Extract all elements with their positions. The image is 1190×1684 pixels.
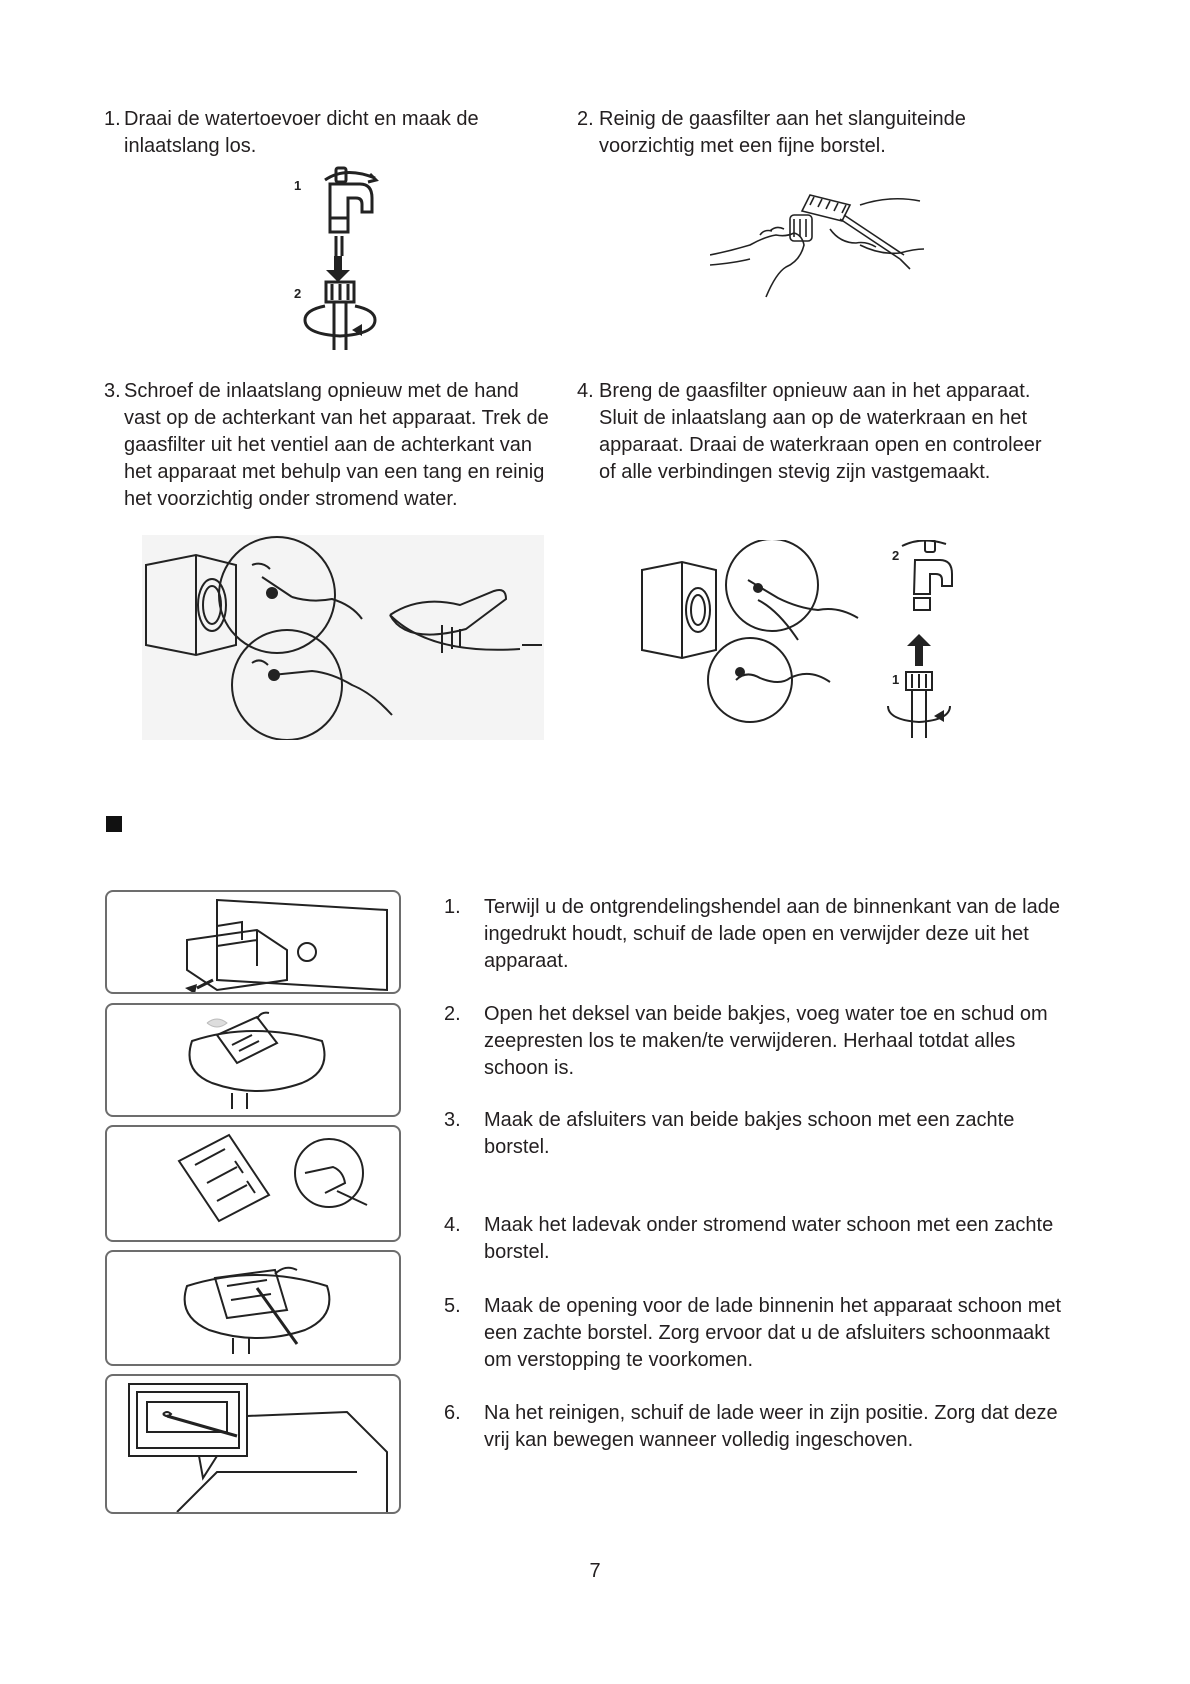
drawer-illustration-panel-4 — [105, 1250, 401, 1366]
drawer-step-6 — [444, 1400, 1064, 1454]
drawer-step-3 — [444, 1107, 1064, 1161]
step-number: 3. — [444, 1109, 461, 1131]
step-4-text-block — [577, 378, 1057, 486]
step-text: Maak de afsluiters van beide bakjes schoon met een zachte borstel. — [484, 1109, 1015, 1158]
step-number: 2. — [577, 108, 594, 130]
drawer-illustration-panel-1 — [105, 890, 401, 994]
step-text: Open het deksel van beide bakjes, voeg water toe en schud om zeepresten los te maken/te verwijderen. Herhaal totdat alles schoon is. — [484, 1003, 1048, 1079]
step-1-text-block — [104, 106, 534, 160]
figure-tap-disconnect-hose — [290, 160, 400, 350]
step-text: Maak het ladevak onder stromend water schoon met een zachte borstel. — [484, 1214, 1054, 1263]
step-number: 3. — [104, 380, 121, 402]
step-text: Maak de opening voor de lade binnenin het apparaat schoon met een zachte borstel. Zorg ervoor dat u de afsluiters schoonmaakt om verstopping te voorkomen. — [484, 1295, 1062, 1371]
drawer-step-4 — [444, 1212, 1064, 1266]
page-number: 7 — [589, 1560, 601, 1582]
step-text: Reinig de gaasfilter aan het slanguiteinde voorzichtig met een fijne borstel. — [599, 108, 966, 157]
step-number: 4. — [444, 1214, 461, 1236]
step-text: Na het reinigen, schuif de lade weer in zijn positie. Zorg dat deze vrij kan bewegen wanneer volledig ingeschoven. — [484, 1402, 1058, 1451]
step-3-text-block — [104, 378, 554, 513]
figure-label: 2 — [892, 548, 900, 563]
figure-label: 1 — [892, 672, 900, 687]
step-number: 1. — [444, 896, 461, 918]
step-text: Schroef de inlaatslang opnieuw met de hand vast op de achterkant van het apparaat. Trek de gaasfilter uit het ventiel aan de achterkant van het apparaat met behulp van een tang en reinig het voorzichtig onder stromend water. — [124, 380, 549, 510]
step-text: Draai de watertoevoer dicht en maak de inlaatslang los. — [124, 108, 479, 157]
figure-brush-filter — [710, 185, 930, 310]
step-number: 2. — [444, 1003, 461, 1025]
figure-pliers-filter-rinse — [142, 535, 544, 740]
drawer-illustration-panel-5 — [105, 1374, 401, 1514]
drawer-illustration-panel-2 — [105, 1003, 401, 1117]
step-2-text-block — [577, 106, 1007, 160]
drawer-step-5 — [444, 1293, 1064, 1374]
step-number: 6. — [444, 1402, 461, 1424]
step-text: Terwijl u de ontgrendelingshendel aan de binnenkant van de lade ingedrukt houdt, schuif de lade open en verwijder deze uit het apparaat. — [484, 896, 1060, 972]
section-bullet-square — [106, 816, 122, 832]
figure-label: 1 — [294, 178, 302, 193]
drawer-illustration-panel-3 — [105, 1125, 401, 1242]
drawer-step-2 — [444, 1001, 1064, 1082]
step-number: 1. — [104, 108, 121, 130]
step-number: 5. — [444, 1295, 461, 1317]
drawer-step-1 — [444, 894, 1064, 975]
step-number: 4. — [577, 380, 594, 402]
figure-label: 2 — [294, 286, 302, 301]
step-text: Breng de gaasfilter opnieuw aan in het apparaat. Sluit de inlaatslang aan op de waterkraan en het apparaat. Draai de waterkraan open en controleer of alle verbindingen stevig zijn vastgemaakt. — [599, 380, 1042, 483]
figure-reconnect-hose — [640, 540, 990, 740]
